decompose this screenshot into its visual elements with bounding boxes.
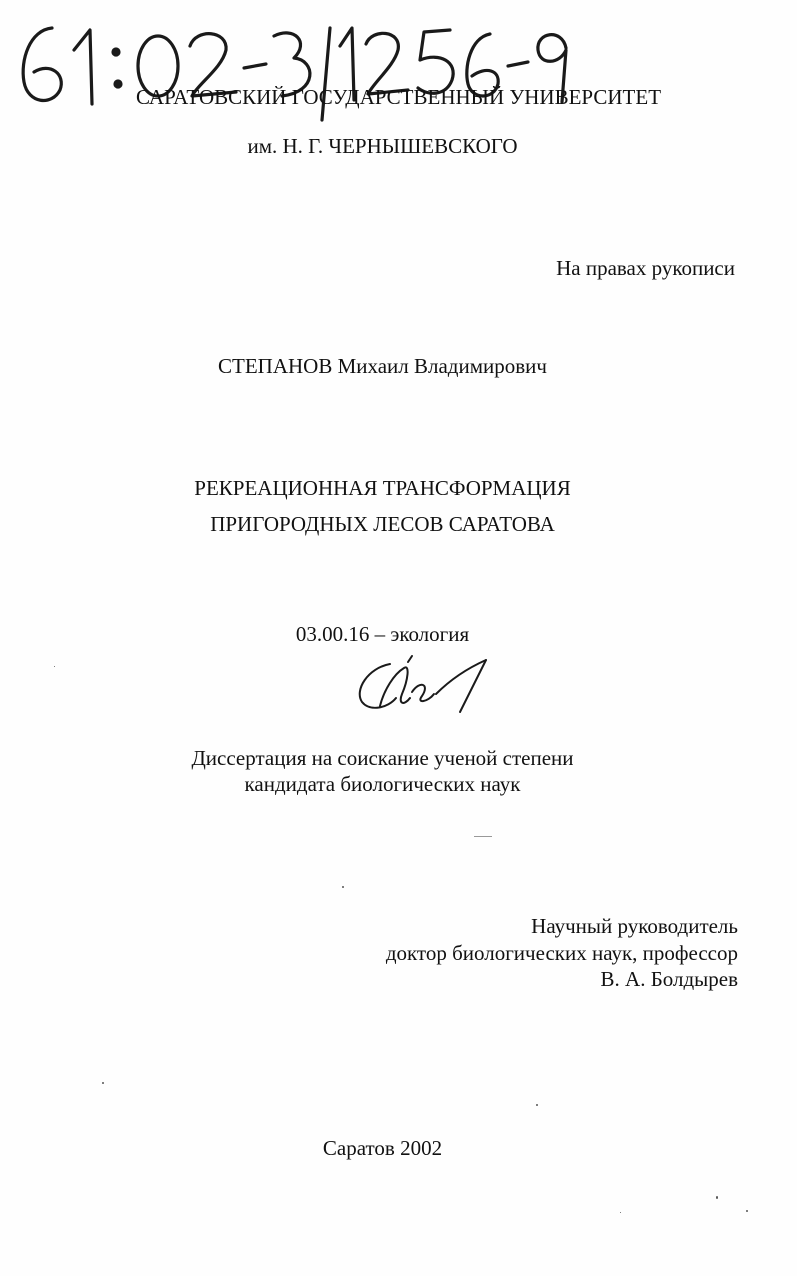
specialty-code: 03.00.16 – экология [295, 622, 470, 646]
author-signature [350, 650, 500, 720]
scan-artifact [474, 836, 492, 837]
scan-artifact [716, 1196, 718, 1199]
handwritten-catalog-code [0, 0, 797, 130]
scan-artifact [746, 1210, 748, 1212]
scan-artifact [620, 1212, 621, 1213]
supervisor-credentials: доктор биологических наук, профессор [385, 941, 738, 965]
title-line-2: ПРИГОРОДНЫХ ЛЕСОВ САРАТОВА [210, 512, 555, 536]
manuscript-rights-note: На правах рукописи [556, 256, 735, 280]
named-after: им. Н. Г. ЧЕРНЫШЕВСКОГО [247, 134, 518, 158]
supervisor-role: Научный руководитель [531, 914, 738, 938]
university-name: САРАТОВСКИЙ ГОСУДАРСТВЕННЫЙ УНИВЕРСИТЕТ [135, 85, 662, 109]
author-name: СТЕПАНОВ Михаил Владимирович [218, 354, 547, 378]
degree-line-2: кандидата биологических наук [244, 772, 521, 796]
scan-artifact [342, 886, 344, 888]
supervisor-name: В. А. Болдырев [600, 967, 738, 991]
degree-line-1: Диссертация на соискание ученой степени [191, 746, 574, 770]
title-line-1: РЕКРЕАЦИОННАЯ ТРАНСФОРМАЦИЯ [194, 476, 571, 500]
scan-artifact [102, 1082, 104, 1084]
scan-artifact [536, 1104, 538, 1106]
city-and-year: Саратов 2002 [322, 1136, 443, 1160]
scan-artifact [54, 666, 55, 667]
